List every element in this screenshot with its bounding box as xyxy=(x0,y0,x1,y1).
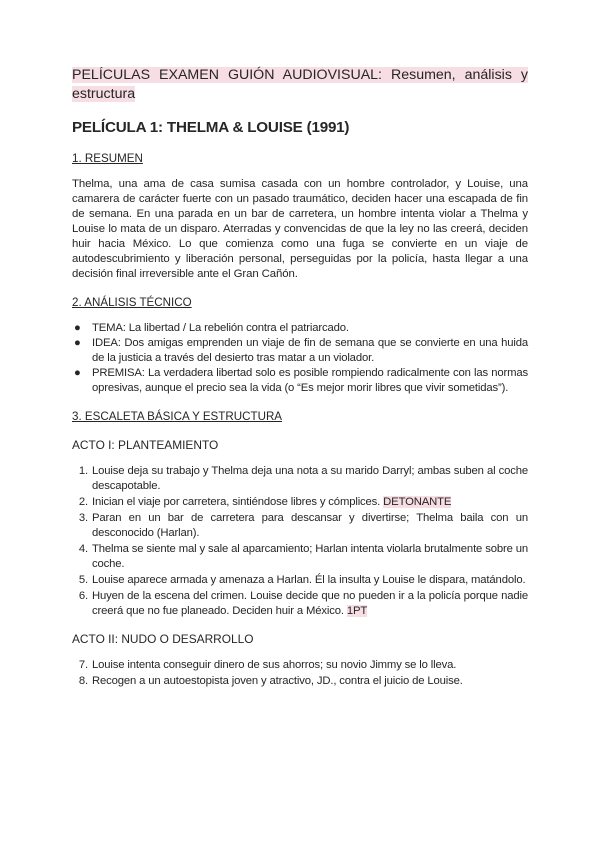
bullet-icon: ● xyxy=(74,367,81,379)
step-item xyxy=(78,542,528,572)
step-text: Recogen a un autoestopista joven y atractivo, JD., contra el juicio de Louise. xyxy=(92,675,463,687)
analysis-item-premisa xyxy=(74,366,528,396)
analysis-item-idea xyxy=(74,336,528,366)
section-heading-structure: 3. ESCALETA BÁSICA Y ESTRUCTURA xyxy=(72,410,283,423)
act-1-steps xyxy=(72,464,528,619)
step-text: Thelma se siente mal y sale al aparcamiento; Harlan intenta violarla brutalmente sobre un coche. xyxy=(92,543,528,570)
step-text: Inician el viaje por carretera, sintiéndose libres y cómplices. xyxy=(92,496,381,508)
title-highlight: PELÍCULAS EXAMEN GUIÓN AUDIOVISUAL: Resumen, análisis y estructura xyxy=(72,67,528,102)
section-heading-summary: 1. RESUMEN xyxy=(72,152,143,165)
bullet-icon: ● xyxy=(74,337,81,349)
step-item xyxy=(78,573,528,588)
step-text: Louise aparece armada y amenaza a Harlan. Él la insulta y Louise le dispara, matándolo. xyxy=(92,574,526,586)
step-number: 1. xyxy=(78,465,88,477)
step-item xyxy=(78,658,528,673)
step-number: 4. xyxy=(78,543,88,555)
step-item xyxy=(78,589,528,619)
act-2-steps xyxy=(72,658,528,689)
step-text: Paran en un bar de carretera para descansar y divertirse; Thelma baila con un desconocido (Harlan). xyxy=(92,512,528,539)
analysis-item-tema xyxy=(74,321,528,336)
step-number: 6. xyxy=(78,590,88,602)
step-number: 8. xyxy=(78,675,88,687)
summary-paragraph: Thelma, una ama de casa sumisa casada con un hombre controlador, y Louise, una camarera de carácter fuerte con un pasado traumático, deciden hacer una escapada de fin de semana. En una parada en un bar de carretera, un hombre intenta violar a Thelma y Louise lo mata de un disparo. Aterradas y convencidas de que la ley no las creerá, deciden huir hacia México. Lo que comienza como una fuga se convierte en un viaje de autodescubrimiento y liberación personal, perseguidas por la policía, hasta llegar a una decisión final irreversible ante el Gran Cañón. xyxy=(72,178,528,280)
step-item xyxy=(78,495,528,510)
step-text: Huyen de la escena del crimen. Louise decide que no pueden ir a la policía porque nadie creerá que no fue planeado. Deciden huir a México. xyxy=(92,590,528,617)
step-item xyxy=(78,511,528,541)
tag-detonante: DETONANTE xyxy=(383,496,452,508)
step-number: 3. xyxy=(78,512,88,524)
step-number: 7. xyxy=(78,659,88,671)
act-2-heading: ACTO II: NUDO O DESARROLLO xyxy=(72,632,254,646)
step-number: 5. xyxy=(78,574,88,586)
section-heading-analysis: 2. ANÁLISIS TÉCNICO xyxy=(72,296,192,309)
step-item xyxy=(78,674,528,689)
step-number: 2. xyxy=(78,496,88,508)
bullet-icon: ● xyxy=(74,322,81,334)
analysis-item-text: TEMA: La libertad / La rebelión contra el patriarcado. xyxy=(92,322,349,334)
act-1-heading: ACTO I: PLANTEAMIENTO xyxy=(72,438,219,452)
step-text: Louise deja su trabajo y Thelma deja una nota a su marido Darryl; ambas suben al coche descapotable. xyxy=(92,465,528,492)
document-body xyxy=(72,66,528,690)
step-text: Louise intenta conseguir dinero de sus ahorros; su novio Jimmy se lo lleva. xyxy=(92,659,457,671)
film-title: PELÍCULA 1: THELMA & LOUISE (1991) xyxy=(72,119,350,136)
document-title xyxy=(72,66,528,104)
tag-1pt: 1PT xyxy=(346,605,368,617)
step-item xyxy=(78,464,528,494)
analysis-list xyxy=(72,321,528,396)
analysis-item-text: IDEA: Dos amigas emprenden un viaje de fin de semana que se convierte en una huida de la justicia a través del desierto tras matar a un violador. xyxy=(92,337,528,364)
analysis-item-text: PREMISA: La verdadera libertad solo es posible rompiendo radicalmente con las normas opresivas, aunque el precio sea la vida (o “Es mejor morir libres que vivir sometidas”). xyxy=(92,367,528,394)
